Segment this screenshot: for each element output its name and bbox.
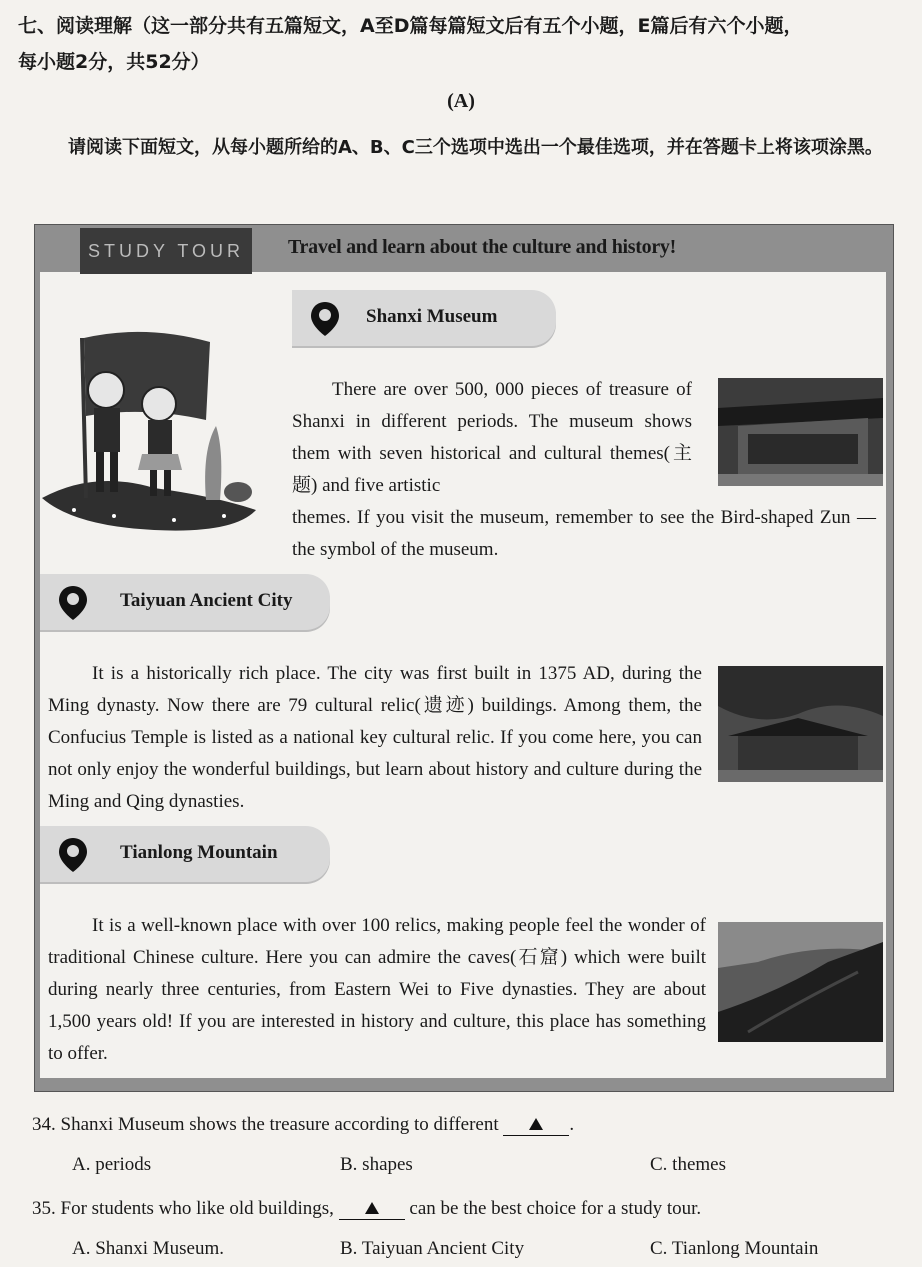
option-a: A. Shanxi Museum. — [72, 1238, 224, 1259]
triangle-icon — [365, 1202, 379, 1214]
question-number: 34. — [32, 1114, 56, 1135]
instruction-text: 请阅读下面短文，从每小题所给的A、B、C三个选项中选出一个最佳选项，并在答题卡上将该项涂黑。 — [68, 137, 883, 158]
question-stem-end: can be the best choice for a study tour. — [409, 1198, 702, 1219]
section-text-tianlong-mountain: It is a well-known place with over 100 relics, making people feel the wonder of traditional Chinese culture. Here you can admire the caves(石窟) which were built during nearly three centuries, from Eastern Wei to Five dynasties. They are about 1,500 years old! If you are interested in history and culture, this place has something to offer. — [48, 915, 706, 1064]
question-stem: For students who like old buildings, — [60, 1198, 334, 1219]
location-pin-icon — [310, 300, 340, 338]
section-text-shanxi-museum-part2: themes. If you visit the museum, remember to see the Bird-shaped Zun — the symbol of the museum. — [292, 507, 876, 560]
option-b: B. Taiyuan Ancient City — [340, 1238, 525, 1259]
section-header-line1: 七、阅读理解（这一部分共有五篇短文，A至D篇每篇短文后有五个小题，E篇后有六个小题， — [18, 15, 803, 37]
option-a: A. periods — [72, 1154, 152, 1175]
section-header-line2: 每小题2分，共52分） — [18, 51, 210, 73]
section-text-taiyuan-ancient-city: It is a historically rich place. The city was first built in 1375 AD, during the Ming dynasty. Now there are 79 cultural relic(遗迹) buildings. Among them, the Confucius Temple is listed as a national key cultural relic. If you come here, you can not only enjoy the wonderful buildings, but learn about history and culture during the Ming and Qing dynasties. — [48, 663, 702, 812]
location-pin-icon — [58, 584, 88, 622]
option-c: C. Tianlong Mountain — [650, 1238, 819, 1259]
triangle-icon — [529, 1118, 543, 1130]
museum-photo — [718, 378, 883, 486]
tag-shanxi-museum — [292, 290, 556, 346]
study-tour-title: Travel and learn about the culture and history! — [288, 236, 676, 258]
section-header — [18, 8, 908, 80]
study-tour-tag: STUDY TOUR — [80, 228, 252, 274]
section-name: Taiyuan Ancient City — [120, 590, 293, 611]
answer-blank — [503, 1115, 569, 1136]
tag-tianlong-mountain — [40, 826, 330, 882]
option-b: B. shapes — [340, 1154, 413, 1175]
option-c: C. themes — [650, 1154, 726, 1175]
question-34 — [32, 1112, 902, 1138]
question-35 — [32, 1196, 902, 1222]
passage-label: (A) — [447, 90, 475, 112]
section-name: Tianlong Mountain — [120, 842, 278, 863]
question-stem: Shanxi Museum shows the treasure according to different — [60, 1114, 499, 1135]
section-name: Shanxi Museum — [366, 306, 498, 327]
answer-blank — [339, 1199, 405, 1220]
kids-flag-illustration — [34, 320, 260, 534]
tag-taiyuan-ancient-city — [40, 574, 330, 630]
question-stem-end: . — [569, 1114, 575, 1135]
section-text-shanxi-museum-part1: There are over 500, 000 pieces of treasure of Shanxi in different periods. The museum shows them with seven historical and cultural themes(主题) and five artistic — [292, 379, 692, 496]
mountain-photo — [718, 922, 883, 1042]
location-pin-icon — [58, 836, 88, 874]
question-number: 35. — [32, 1198, 56, 1219]
ancient-city-photo — [718, 666, 883, 782]
